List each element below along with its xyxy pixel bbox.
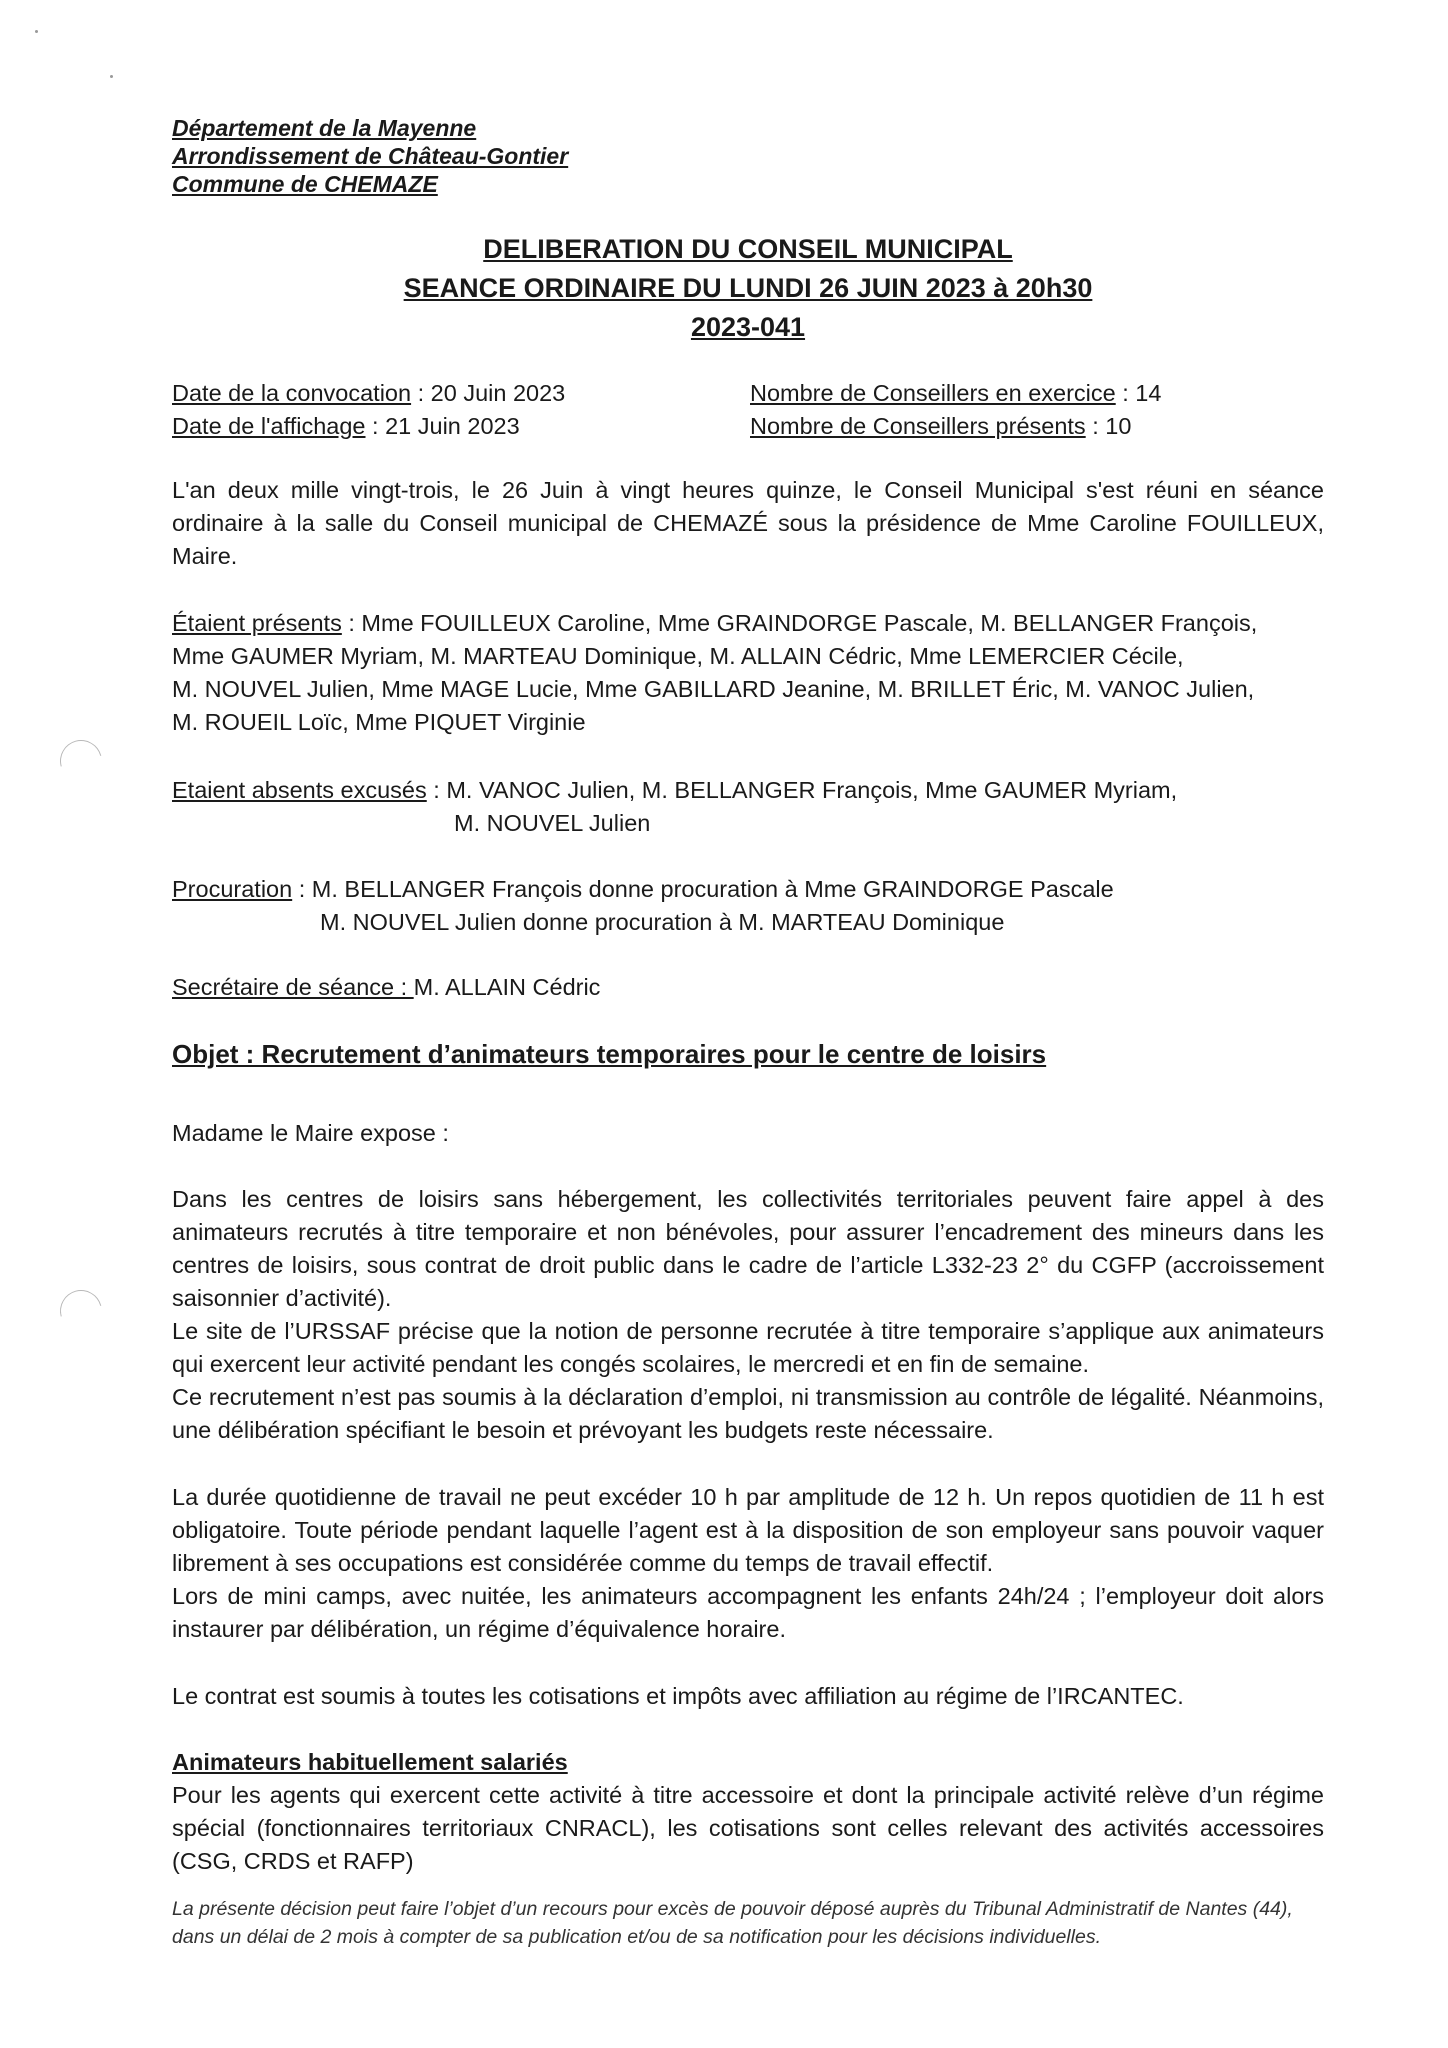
paragraph-2 [172,1481,1324,1646]
meta-dates [172,377,565,443]
scan-speck [110,75,113,78]
paragraph-2a: La durée quotidienne de travail ne peut excéder 10 h par amplitude de 12 h. Un repos quotidien de 11 h est obligatoire. Toute période pendant laquelle l’agent est à la disposition de son employeur sans pouvoir vaquer librement à ses occupations est considérée comme du temps de travail effectif. [172,1484,1324,1576]
absents-text-1: : M. VANOC Julien, M. BELLANGER François, Mme GAUMER Myriam, [426,777,1178,803]
procuration-block [172,873,1114,939]
section-animateurs [172,1746,1324,1878]
binder-hole-mark [52,732,109,789]
header-arrondissement: Arrondissement de Château-Gontier [172,143,569,169]
absents-line-2: M. NOUVEL Julien [454,810,651,836]
secretaire-label: Secrétaire de séance : [172,974,414,1000]
title-deliberation: DELIBERATION DU CONSEIL MUNICIPAL [483,234,1013,264]
meta-convocation-label: Date de la convocation [172,380,412,406]
legal-footer-note: La présente décision peut faire l’objet d’un recours pour excès de pouvoir déposé auprès du Tribunal Administratif de Nantes (44), dans un délai de 2 mois à compter de sa publication et/ou de sa notification pour les décisions individuelles. [172,1898,1293,1948]
title-number: 2023-041 [690,312,806,342]
paragraph-3: Le contrat est soumis à toutes les cotisations et impôts avec affiliation au régime de l’IRCANTEC. [172,1683,1184,1709]
procuration-line-2: M. NOUVEL Julien donne procuration à M. MARTEAU Dominique [320,909,1005,935]
paragraph-2b: Lors de mini camps, avec nuitée, les animateurs accompagnent les enfants 24h/24 ; l’employeur doit alors instaurer par délibération, un régime d’équivalence horaire. [172,1583,1324,1642]
presents-text-1: : Mme FOUILLEUX Caroline, Mme GRAINDORGE Pascale, M. BELLANGER François, [341,610,1258,636]
intro-paragraph: L'an deux mille vingt-trois, le 26 Juin à vingt heures quinze, le Conseil Municipal s'est réuni en séance ordinaire à la salle du Conseil municipal de CHEMAZÉ sous la présidence de Mme Caroline FOUILLEUX, Maire. [172,477,1324,569]
presents-block [172,607,1257,739]
paragraph-1c: Ce recrutement n’est pas soumis à la déclaration d’emploi, ni transmission au contrôle de légalité. Néanmoins, une délibération spécifiant le besoin et prévoyant les budgets reste nécessaire. [172,1384,1324,1443]
title-seance: SEANCE ORDINAIRE DU LUNDI 26 JUIN 2023 à 20h30 [403,273,1093,303]
absents-label: Etaient absents excusés [172,777,427,803]
absents-line-1 [172,774,1177,807]
header-commune: Commune de CHEMAZE [172,171,438,197]
meta-affichage [172,410,565,443]
paragraph-1b: Le site de l’URSSAF précise que la notion de personne recrutée à titre temporaire s’applique aux animateurs qui exercent leur activité pendant les congés scolaires, le mercredi et en fin de semaine. [172,1318,1324,1377]
administrative-header [172,114,568,198]
presents-line-4: M. ROUEIL Loïc, Mme PIQUET Virginie [172,709,586,735]
expose-line: Madame le Maire expose : [172,1120,449,1146]
meta-presents-value: : 10 [1085,413,1132,439]
presents-label: Étaient présents [172,610,342,636]
scan-speck [35,30,38,33]
absents-block [172,774,1177,840]
meta-counts [750,377,1161,443]
meta-exercice [750,377,1161,410]
header-departement: Département de la Mayenne [172,115,477,141]
section-text: Pour les agents qui exercent cette activité à titre accessoire et dont la principale activité relève d’un régime spécial (fonctionnaires territoriaux CNRACL), les cotisations sont celles relevant des activités accessoires (CSG, CRDS et RAFP) [172,1782,1324,1874]
presents-line-1 [172,607,1257,640]
meta-convocation [172,377,565,410]
procuration-line-1 [172,873,1114,906]
meta-affichage-label: Date de l'affichage [172,413,366,439]
paragraph-1a: Dans les centres de loisirs sans hébergement, les collectivités territoriales peuvent faire appel à des animateurs recrutés à titre temporaire et non bénévoles, pour assurer l’encadrement des mineurs dans les centres de loisirs, sous contrat de droit public dans le cadre de l’article L332-23 2° du CGFP (accroissement saisonnier d’activité). [172,1186,1324,1311]
presents-line-3: M. NOUVEL Julien, Mme MAGE Lucie, Mme GABILLARD Jeanine, M. BRILLET Éric, M. VANOC Julien, [172,676,1255,702]
meta-convocation-value: : 20 Juin 2023 [411,380,566,406]
meta-presents-label: Nombre de Conseillers présents [750,413,1086,439]
objet-heading: Objet : Recrutement d’animateurs temporaires pour le centre de loisirs [172,1039,1047,1069]
secretaire-line [172,971,600,1004]
section-heading: Animateurs habituellement salariés [172,1749,568,1775]
binder-hole-mark [52,1282,109,1339]
meta-presents [750,410,1161,443]
presents-line-2: Mme GAUMER Myriam, M. MARTEAU Dominique, M. ALLAIN Cédric, Mme LEMERCIER Cécile, [172,643,1184,669]
secretaire-value: M. ALLAIN Cédric [413,974,601,1000]
document-title [172,230,1324,347]
procuration-label: Procuration [172,876,293,902]
paragraph-1 [172,1183,1324,1447]
meta-exercice-label: Nombre de Conseillers en exercice [750,380,1116,406]
procuration-text-1: : M. BELLANGER François donne procuration à Mme GRAINDORGE Pascale [292,876,1114,902]
meta-affichage-value: : 21 Juin 2023 [365,413,520,439]
meta-exercice-value: : 14 [1115,380,1162,406]
